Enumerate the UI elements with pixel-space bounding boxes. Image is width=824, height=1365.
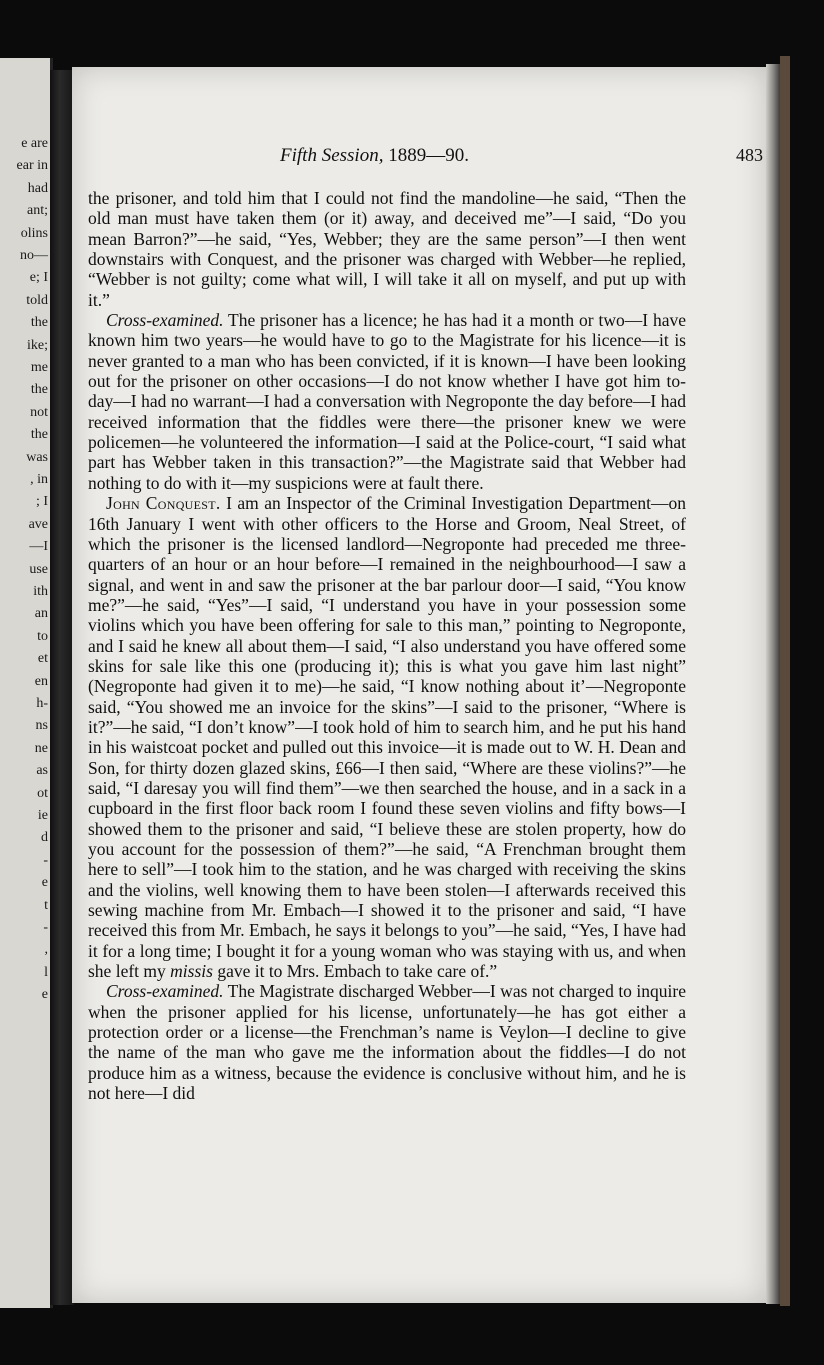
facing-page-fragment: - (43, 852, 48, 868)
body-text (88, 188, 686, 1103)
facing-page-fragment: olins (20, 225, 48, 241)
facing-page-fragment: was (26, 449, 48, 465)
facing-page-fragment: et (37, 651, 48, 667)
page-stack-edge (766, 64, 780, 1304)
facing-page-fragment: no— (20, 248, 48, 263)
running-header (72, 145, 766, 169)
facing-page-fragment: e (41, 875, 48, 891)
facing-page-fragment: the (30, 427, 48, 443)
facing-page-fragment: to (37, 628, 48, 644)
facing-page-fragment: told (26, 292, 48, 308)
facing-page-fragment: as (36, 763, 48, 779)
facing-page-fragment: h- (36, 696, 48, 711)
facing-page-fragment: ith (33, 584, 48, 599)
facing-page-fragment: an (34, 606, 48, 622)
facing-page-fragment: e (41, 987, 48, 1003)
facing-page-fragment: the (30, 382, 48, 398)
facing-page-fragment: ; I (35, 494, 48, 510)
session-title: Fifth Session, 1889—90. (280, 145, 469, 166)
paragraph: John Conquest. I am an Inspector of the Criminal Investigation Department—on 16th January I went with other officers to the Horse and Groom, Neal Street, of which the prisoner is the licensed landlord—Negroponte had preceded me three-quarters of an hour or an hour before—I remained in the neighbourhood—I saw a signal, and went in and saw the prisoner at the bar parlour door—I said, “You know me?”—he said, “Yes”—I said, “I understand you have in your possession some violins which you have been offering for sale to this man,” pointing to Negroponte, and I said he knew all about them—I said, “I also understand you have offered some skins for sale like this one (producing it); this is what you gave him last night” (Negroponte had given it to me)—he said, “I know nothing about it’—Negroponte said, “You showed me an invoice for the skins”—I said to the prisoner, “Where is it?”—he said, “I don’t know”—I took hold of him to search him, and he put his hand in his waistcoat pocket and pulled out this invoice—it is made out to W. H. Dean and Son, for thirty dozen glazed skins, £66—I then said, “Where are these violins?”—he said, “I daresay you will find them”—we then searched the house, and in a sack in a cupboard in the first floor back room I found these seven violins and fifty bows—I showed them to the prisoner and said, “I believe these are stolen property, how do you account for the possession of them?”—he said, “A Frenchman brought them here to sell”—I took him to the station, and he was charged with receiving the skins and the violins, well knowing them to have been stolen—I afterwards received this sewing machine from Mr. Embach—I showed it to the prisoner and said, “I have received this from Mr. Embach, he says it belongs to you”—he said, “Yes, I have had it for a long time; I bought it for a young woman who was staying with us, and when she left my missis gave it to Mrs. Embach to take care of.” (88, 493, 687, 982)
page-number: 483 (736, 145, 763, 165)
facing-page-fragment: the (30, 315, 48, 331)
facing-page-fragment: ns (35, 718, 48, 734)
witness-name: John Conquest. (106, 493, 221, 514)
paragraph: Cross-examined. The Magistrate discharged Webber—I was not charged to inquire when the prisoner applied for his license, unfortunately—he has got either a protection order or a license—the Frenchman’s name is Veylon—I decline to give the name of the man who gave me the information about the fiddles—I do not produce him as a witness, because the evidence is conclusive without him, and he is not here—I did (88, 981, 686, 1104)
facing-page-fragment: ie (37, 808, 48, 823)
paragraph-lead: Cross-examined. (106, 981, 224, 1002)
facing-page-fragment: ear in (16, 158, 48, 174)
facing-page-fragment: e are (21, 136, 48, 151)
paragraph: the prisoner, and told him that I could not find the mandoline—he said, “Then the old man must have taken them (or it) away, and deceived me”—I said, “Do you mean Barron?”—he said, “Yes, Webber; they are the same person”—I then went downstairs with Conquest, and the prisoner was charged with Webber—he replied, “Webber is not guilty; come what will, I will take it all on myself, and put up with it.” (88, 188, 686, 310)
facing-page-fragment: - (43, 920, 48, 935)
book-gutter (50, 70, 74, 1305)
facing-page-fragment: ike; (27, 337, 48, 353)
facing-page-fragment: , in (30, 472, 48, 487)
facing-page-fragment: me (30, 360, 48, 375)
facing-page-fragment: had (27, 180, 48, 196)
facing-page-fragment: d (41, 830, 48, 846)
facing-page-fragment: —I (29, 539, 48, 555)
facing-page-fragment: use (29, 561, 48, 577)
facing-page-edge (0, 58, 53, 1308)
facing-page-fragment: e; I (29, 270, 48, 286)
facing-page-fragment: , (44, 942, 48, 958)
facing-page-fragment: ant; (27, 203, 48, 219)
facing-page-fragment: ot (37, 785, 48, 801)
facing-page-fragment: not (30, 404, 48, 420)
facing-page-fragment: ne (34, 740, 48, 756)
book-cover-edge (780, 56, 790, 1306)
emphasis: missis (170, 961, 213, 982)
paragraph: Cross-examined. The prisoner has a licence; he has had it a month or two—I have known him two years—he would have to go to the Magistrate for his licence—it is never granted to a man who has been convicted, if it is known—I have been looking out for the prisoner on other occasions—I do not know whether I have got him to-day—I had no warrant—I had a conversation with Negroponte the day before—I had received information that the fiddles were there—the prisoner knew we were policemen—he volunteered the information—I said at the Police-court, “I said what part has Webber taken in this transaction?”—the Magistrate said that Webber had nothing to do with it—my suspicions were at fault there. (88, 310, 686, 493)
facing-page-fragment: ave (28, 516, 48, 532)
facing-page-fragment: en (34, 673, 48, 689)
facing-page-fragment: t (44, 897, 48, 913)
paragraph-lead: Cross-examined. (106, 310, 224, 331)
facing-page-fragment: l (44, 964, 48, 980)
session-year: 1889—90. (388, 145, 469, 166)
